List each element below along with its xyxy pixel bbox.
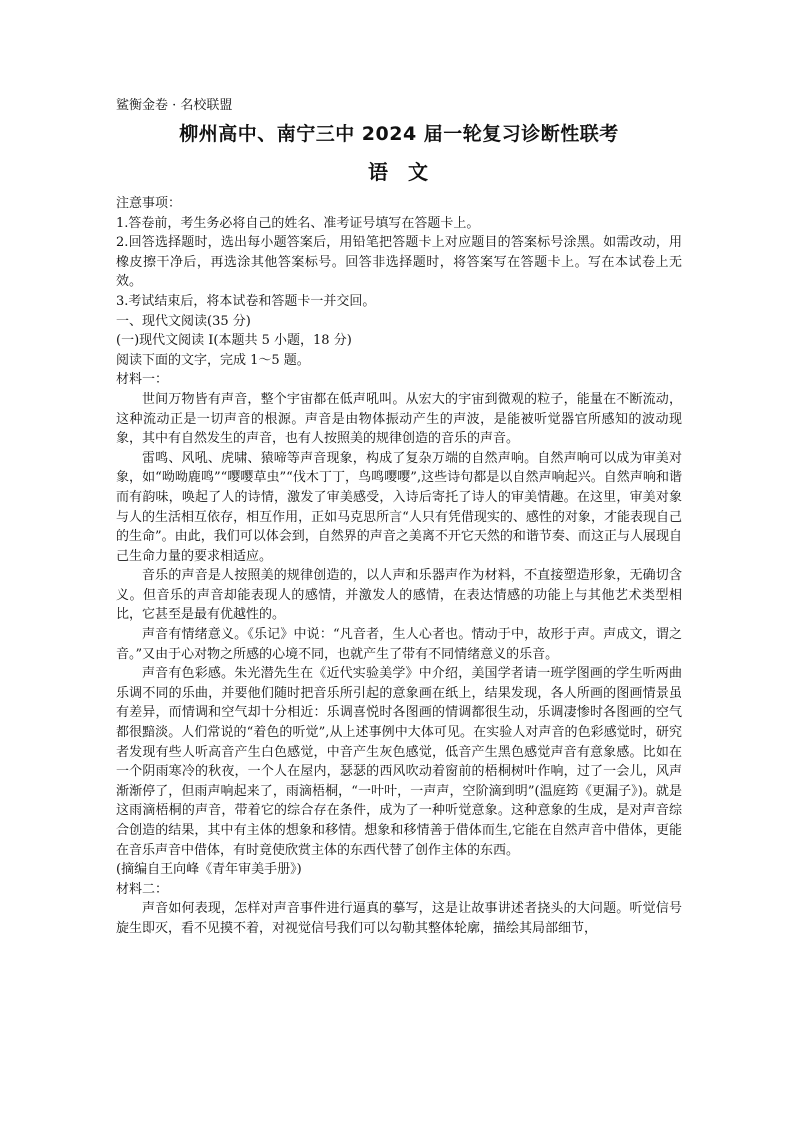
material-1-paragraph: 世间万物皆有声音，整个宇宙都在低声吼叫。从宏大的宇宙到微观的粒子，能量在不断流动，这种流动正是一切声音的根源。声音是由物体振动产生的声波，是能被听觉器官所感知的波动现象，其中有自然发生的声音，也有人按照美的规律创造的音乐的声音。 xyxy=(116,391,682,447)
notice-heading: 注意事项： xyxy=(116,196,182,211)
material-1-paragraph: 雷鸣、风吼、虎啸、猿啼等声音现象，构成了复杂万端的自然声响。自然声响可以成为审美对象，如“呦呦鹿鸣”“嘤嘤草虫”“伐木丁丁，鸟鸣嘤嘤”,这些诗句都是以自然声响起兴。自然声响和谐而有韵味，唤起了人的诗情，激发了审美感受，入诗后寄托了诗人的审美情趣。在这里，审美对象与人的生活相互依存，相互作用，正如马克思所言“人只有凭借现实的、感性的对象，才能表现自己的生命”。由此，我们可以体会到，自然界的声音之美离不开它天然的和谐节奏、而这正与人展现自己生命力量的要求相适应。 xyxy=(116,450,682,564)
material-2-label: 材料二： xyxy=(116,881,169,897)
exam-title: 柳州高中、南宁三中 2024 届一轮复习诊断性联考 xyxy=(179,123,619,145)
exam-tagline: 鲨衡金卷 · 名校联盟 xyxy=(116,98,233,113)
material-1-label: 材料一： xyxy=(116,372,169,388)
subject-title xyxy=(116,158,682,186)
notice-item-2: 2.回答选择题时，选出每小题答案后，用铅笔把答题卡上对应题目的答案标号涂黑。如需改动，用橡皮擦干净后，再选涂其他答案标号。回答非选择题时，将答案写在答题卡上。写在本试卷上无效。 xyxy=(116,235,682,290)
section-heading: 一、现代文阅读(35 分) xyxy=(116,313,251,329)
material-1-paragraph: 声音有情绪意义。《乐记》中说：“凡音者，生人心者也。情动于中，故形于声。声成文，谓之音。”又由于心对物之所感的心境不同，也就产生了带有不同情绪意义的乐音。 xyxy=(116,627,682,662)
notice-item-3: 3.考试结束后，将本试卷和答题卡一并交回。 xyxy=(116,293,376,309)
material-1-paragraph: 音乐的声音是人按照美的规律创造的，以人声和乐器声作为材料，不直接塑造形象，无确切含义。但音乐的声音却能表现人的感情，并激发人的感情，在表达情感的功能上与其他艺术类型相比，它甚至是最有优越性的。 xyxy=(116,568,682,623)
section-subheading: (一)现代文阅读 I(本题共 5 小题，18 分) xyxy=(116,333,352,349)
material-1-paragraph: 声音有色彩感。朱光潜先生在《近代实验美学》中介绍，美国学者请一班学图画的学生听两曲乐调不同的乐曲，并要他们随时把音乐所引起的意象画在纸上，结果发现，各人所画的图画情景虽有差异，而情调和空气却十分相近：乐调喜悦时各图画的情调都很生动，乐调凄惨时各图画的空气都很黯淡。人们常说的“着色的听觉”,从上述事例中大体可见。在实验人对声音的色彩感觉时，研究者发现有些人听高音产生白色感觉，中音产生灰色感觉，低音产生黑色感觉声音有意象感。比如在一个阴雨寒冷的秋夜，一个人在屋内，瑟瑟的西风吹动着窗前的梧桐树叶作响，过了一会儿，风声渐渐停了，但雨声响起来了，雨滴梧桐，“一叶叶，一声声，空阶滴到明”(温庭筠《更漏子》)。就是这雨滴梧桐的声音，带着它的综合存在条件，成为了一种听觉意象。这种意象的生成，是对声音综合创造的结果，其中有主体的想象和移情。想象和移情善于借体而生,它能在自然声音中借体，更能在音乐声音中借体，有时竟使欣赏主体的东西代替了创作主体的东西。 xyxy=(116,666,682,858)
subject-char-2: 文 xyxy=(408,160,430,184)
reading-instruction: 阅读下面的文字，完成 1～5 题。 xyxy=(116,352,310,368)
material-2-paragraph: 声音如何表现，怎样对声音事件进行逼真的摹写，这是让故事讲述者挠头的大问题。听觉信号旋生即灭，看不见摸不着，对视觉信号我们可以勾勒其整体轮廓，描绘其局部细节， xyxy=(116,901,682,936)
notice-item-1: 1.答卷前，考生务必将自己的姓名、准考证号填写在答题卡上。 xyxy=(116,215,480,231)
material-1-source: (摘编自王向峰《青年审美手册》) xyxy=(116,862,302,878)
subject-char-1: 语 xyxy=(368,160,390,184)
exam-page xyxy=(116,96,682,939)
